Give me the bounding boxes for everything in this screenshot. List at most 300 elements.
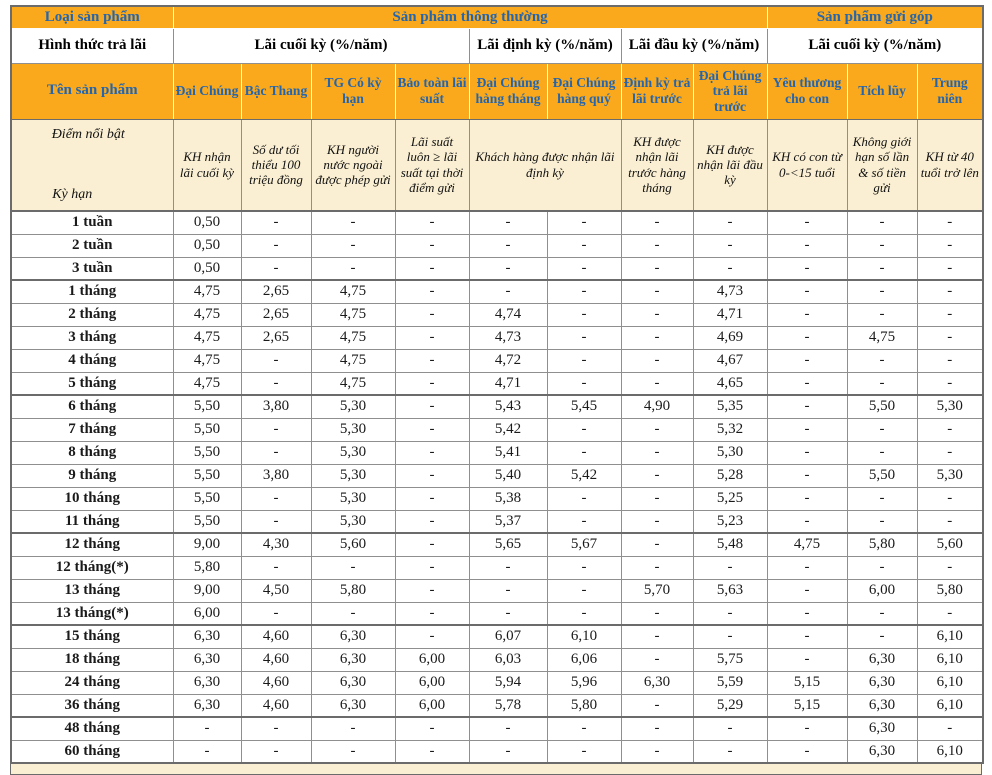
rate-cell: 4,75 — [173, 349, 241, 372]
rate-row — [11, 556, 983, 579]
rate-cell: 9,00 — [173, 579, 241, 602]
rate-cell: 6,30 — [173, 625, 241, 648]
rate-cell: - — [693, 257, 767, 280]
rate-cell: - — [395, 602, 469, 625]
rate-cell: - — [547, 349, 621, 372]
rate-cell: 2,65 — [241, 326, 311, 349]
product-dai-chung-tra-lai-truoc: Đại Chúng trả lãi trước — [693, 63, 767, 119]
rate-cell: 4,30 — [241, 533, 311, 556]
term-corner-label: Kỳ hạn — [52, 187, 93, 203]
product-type-label: Loại sản phẩm — [11, 6, 173, 28]
rate-cell: 6,30 — [847, 671, 917, 694]
rate-cell: 6,10 — [917, 740, 983, 763]
product-tg-co-ky-han: TG Có kỳ hạn — [311, 63, 395, 119]
rate-cell: 5,80 — [311, 579, 395, 602]
rate-cell: 6,30 — [311, 694, 395, 717]
rate-cell: 5,80 — [173, 556, 241, 579]
term-cell: 60 tháng — [11, 740, 173, 763]
rate-cell: - — [767, 487, 847, 510]
deposit-rate-table — [10, 5, 984, 764]
rate-cell: 6,00 — [395, 694, 469, 717]
rate-cell: 5,50 — [847, 395, 917, 418]
rate-cell: - — [847, 234, 917, 257]
desc-bac-thang: Số dư tối thiểu 100 triệu đồng — [241, 119, 311, 211]
rate-cell: - — [395, 579, 469, 602]
rate-cell: 4,75 — [173, 280, 241, 303]
product-bao-toan-lai-suat: Bảo toàn lãi suất — [395, 63, 469, 119]
rate-cell: - — [469, 211, 547, 234]
rate-cell: - — [693, 740, 767, 763]
rate-cell: - — [395, 556, 469, 579]
rate-cell: 4,75 — [311, 280, 395, 303]
rate-cell: - — [767, 740, 847, 763]
payment-type-row — [11, 28, 983, 63]
rate-cell: 5,80 — [917, 579, 983, 602]
product-trung-nien: Trung niên — [917, 63, 983, 119]
term-cell: 2 tuần — [11, 234, 173, 257]
rate-cell: - — [847, 510, 917, 533]
term-cell: 15 tháng — [11, 625, 173, 648]
rate-cell: - — [241, 740, 311, 763]
rate-cell: 5,42 — [547, 464, 621, 487]
desc-yeu-thuong-cho-con: KH có con từ 0-<15 tuổi — [767, 119, 847, 211]
end-of-term-header: Lãi cuối kỳ (%/năm) — [173, 28, 469, 63]
rate-cell: - — [917, 556, 983, 579]
rate-cell: - — [621, 280, 693, 303]
end-of-term-installment-header: Lãi cuối kỳ (%/năm) — [767, 28, 983, 63]
rate-cell: - — [847, 303, 917, 326]
rate-cell: 5,28 — [693, 464, 767, 487]
rate-row — [11, 464, 983, 487]
rate-row — [11, 349, 983, 372]
rate-cell: 5,25 — [693, 487, 767, 510]
rate-cell: - — [917, 602, 983, 625]
rate-cell: - — [693, 556, 767, 579]
rate-cell: 4,60 — [241, 671, 311, 694]
rate-cell: 6,30 — [311, 625, 395, 648]
rate-cell: - — [241, 211, 311, 234]
product-type-row — [11, 6, 983, 28]
rate-cell: - — [847, 556, 917, 579]
product-dai-chung-hang-quy: Đại Chúng hàng quý — [547, 63, 621, 119]
rate-cell: - — [547, 280, 621, 303]
upfront-header: Lãi đầu kỳ (%/năm) — [621, 28, 767, 63]
rate-cell: - — [767, 211, 847, 234]
rate-cell: - — [173, 717, 241, 740]
term-cell: 13 tháng — [11, 579, 173, 602]
rate-cell: - — [395, 510, 469, 533]
rate-cell: - — [621, 694, 693, 717]
rate-cell: - — [621, 303, 693, 326]
rate-cell: - — [547, 556, 621, 579]
rate-cell: - — [767, 556, 847, 579]
rate-cell: - — [469, 717, 547, 740]
rate-cell: - — [917, 211, 983, 234]
rate-cell: 5,30 — [311, 441, 395, 464]
rate-cell: 6,07 — [469, 625, 547, 648]
rate-cell: 5,60 — [917, 533, 983, 556]
rate-cell: 5,60 — [311, 533, 395, 556]
rate-cell: 6,30 — [311, 671, 395, 694]
rate-cell: 5,45 — [547, 395, 621, 418]
rate-row — [11, 257, 983, 280]
rate-row — [11, 372, 983, 395]
rate-cell: 6,10 — [917, 694, 983, 717]
rate-cell: - — [917, 280, 983, 303]
rate-cell: 4,75 — [173, 326, 241, 349]
rate-row — [11, 326, 983, 349]
rate-cell: - — [917, 717, 983, 740]
rate-cell: 5,75 — [693, 648, 767, 671]
rate-cell: 4,50 — [241, 579, 311, 602]
rate-cell: - — [621, 349, 693, 372]
rate-cell: 5,70 — [621, 579, 693, 602]
desc-tg-co-ky-han: KH người nước ngoài được phép gửi — [311, 119, 395, 211]
rate-cell: - — [621, 533, 693, 556]
rate-cell: - — [767, 464, 847, 487]
rate-cell: - — [395, 372, 469, 395]
rate-cell: - — [395, 464, 469, 487]
term-cell: 2 tháng — [11, 303, 173, 326]
rate-cell: - — [767, 717, 847, 740]
rate-cell: 4,75 — [767, 533, 847, 556]
rate-cell: 5,23 — [693, 510, 767, 533]
rate-cell: - — [847, 487, 917, 510]
rate-cell: 5,96 — [547, 671, 621, 694]
rate-row — [11, 303, 983, 326]
rate-cell: - — [847, 625, 917, 648]
rate-row — [11, 602, 983, 625]
highlight-term-corner-cell — [11, 119, 173, 211]
rate-cell: 4,60 — [241, 694, 311, 717]
rate-cell: - — [917, 510, 983, 533]
rate-cell: - — [469, 280, 547, 303]
desc-dinh-ky-tra-lai-truoc: KH được nhận lãi trước hàng tháng — [621, 119, 693, 211]
desc-bao-toan-lai-suat: Lãi suất luôn ≥ lãi suất tại thời điểm gửi — [395, 119, 469, 211]
rate-cell: 6,30 — [847, 717, 917, 740]
rate-cell: 4,75 — [311, 372, 395, 395]
product-yeu-thuong-cho-con: Yêu thương cho con — [767, 63, 847, 119]
rate-cell: 5,50 — [173, 395, 241, 418]
rate-cell: 6,30 — [621, 671, 693, 694]
rate-cell: - — [395, 740, 469, 763]
rate-cell: - — [767, 625, 847, 648]
rate-cell: - — [547, 372, 621, 395]
rate-cell: 6,06 — [547, 648, 621, 671]
rate-cell: 5,43 — [469, 395, 547, 418]
rate-cell: - — [395, 717, 469, 740]
rate-cell: 4,75 — [311, 303, 395, 326]
rate-cell: 4,75 — [847, 326, 917, 349]
rate-cell: 3,80 — [241, 464, 311, 487]
term-cell: 1 tháng — [11, 280, 173, 303]
rate-cell: - — [621, 418, 693, 441]
rate-cell: - — [311, 740, 395, 763]
rate-cell: 2,65 — [241, 280, 311, 303]
rate-cell: - — [469, 234, 547, 257]
rate-cell: 5,50 — [173, 510, 241, 533]
rate-cell: - — [917, 487, 983, 510]
desc-tich-luy: Không giới hạn số lần & số tiền gửi — [847, 119, 917, 211]
rate-cell: - — [395, 257, 469, 280]
desc-dai-chung: KH nhận lãi cuối kỳ — [173, 119, 241, 211]
rate-cell: - — [621, 326, 693, 349]
rate-cell: 4,69 — [693, 326, 767, 349]
rate-cell: 6,00 — [395, 671, 469, 694]
rate-cell: - — [847, 257, 917, 280]
rate-cell: - — [395, 418, 469, 441]
rate-row — [11, 441, 983, 464]
rate-cell: - — [547, 326, 621, 349]
rate-cell: 4,73 — [469, 326, 547, 349]
rate-cell: 6,30 — [173, 694, 241, 717]
rate-cell: 5,41 — [469, 441, 547, 464]
product-dai-chung: Đại Chúng — [173, 63, 241, 119]
rate-cell: - — [767, 326, 847, 349]
term-cell: 10 tháng — [11, 487, 173, 510]
rate-row — [11, 648, 983, 671]
rate-cell: 5,50 — [173, 464, 241, 487]
rate-cell: - — [395, 625, 469, 648]
rate-cell: 5,30 — [311, 487, 395, 510]
rate-row — [11, 740, 983, 763]
rate-cell: - — [767, 579, 847, 602]
rate-cell: 5,50 — [173, 487, 241, 510]
term-cell: 36 tháng — [11, 694, 173, 717]
rate-cell: 0,50 — [173, 257, 241, 280]
rate-row — [11, 671, 983, 694]
footer-strip — [10, 763, 982, 775]
rate-cell: 5,59 — [693, 671, 767, 694]
rate-cell: - — [241, 717, 311, 740]
rate-cell: - — [395, 441, 469, 464]
rate-cell: 5,15 — [767, 671, 847, 694]
rate-row — [11, 418, 983, 441]
term-cell: 5 tháng — [11, 372, 173, 395]
rate-cell: - — [767, 441, 847, 464]
term-cell: 11 tháng — [11, 510, 173, 533]
rate-cell: - — [469, 556, 547, 579]
rate-cell: - — [621, 717, 693, 740]
term-cell: 13 tháng(*) — [11, 602, 173, 625]
rate-cell: 4,65 — [693, 372, 767, 395]
rate-cell: 5,30 — [311, 510, 395, 533]
highlight-row — [11, 119, 983, 211]
rate-cell: 6,03 — [469, 648, 547, 671]
rate-cell: - — [767, 510, 847, 533]
rate-cell: 5,78 — [469, 694, 547, 717]
rate-cell: - — [621, 441, 693, 464]
rate-cell: 4,75 — [173, 303, 241, 326]
rate-cell: - — [767, 418, 847, 441]
rate-cell: - — [847, 280, 917, 303]
rate-cell: 4,72 — [469, 349, 547, 372]
rate-cell: 4,73 — [693, 280, 767, 303]
rate-cell: 5,80 — [547, 694, 621, 717]
rate-cell: 0,50 — [173, 234, 241, 257]
rate-row — [11, 579, 983, 602]
rate-cell: - — [693, 717, 767, 740]
rate-cell: - — [767, 303, 847, 326]
rate-cell: - — [847, 372, 917, 395]
rate-cell: - — [917, 326, 983, 349]
rate-cell: - — [395, 533, 469, 556]
rate-cell: - — [917, 234, 983, 257]
rate-row — [11, 694, 983, 717]
rate-cell: 5,30 — [917, 464, 983, 487]
rate-row — [11, 533, 983, 556]
rate-cell: - — [395, 326, 469, 349]
rate-cell: 5,30 — [917, 395, 983, 418]
rate-cell: - — [917, 257, 983, 280]
rate-row — [11, 211, 983, 234]
rate-cell: - — [241, 234, 311, 257]
rate-cell: - — [767, 372, 847, 395]
highlight-corner-label: Điểm nổi bật — [51, 126, 125, 142]
term-cell: 7 tháng — [11, 418, 173, 441]
rate-cell: - — [767, 395, 847, 418]
rate-cell: 5,40 — [469, 464, 547, 487]
rate-cell: - — [173, 740, 241, 763]
product-name-row — [11, 63, 983, 119]
rate-row — [11, 487, 983, 510]
rate-row — [11, 625, 983, 648]
product-dinh-ky-tra-lai-truoc: Định kỳ trả lãi trước — [621, 63, 693, 119]
normal-products-header: Sản phẩm thông thường — [173, 6, 767, 28]
rate-cell: - — [621, 211, 693, 234]
rate-cell: - — [311, 234, 395, 257]
rate-cell: 5,50 — [173, 441, 241, 464]
rate-cell: 4,75 — [311, 349, 395, 372]
rate-cell: 5,50 — [173, 418, 241, 441]
term-cell: 4 tháng — [11, 349, 173, 372]
rate-cell: - — [547, 740, 621, 763]
rate-cell: 5,32 — [693, 418, 767, 441]
rate-cell: 6,00 — [173, 602, 241, 625]
rate-cell: 3,80 — [241, 395, 311, 418]
rate-cell: - — [917, 418, 983, 441]
rate-cell: - — [917, 349, 983, 372]
term-cell: 24 tháng — [11, 671, 173, 694]
rate-cell: - — [767, 234, 847, 257]
term-cell: 1 tuần — [11, 211, 173, 234]
rate-cell: - — [469, 740, 547, 763]
rate-row — [11, 280, 983, 303]
rate-cell: - — [241, 372, 311, 395]
product-tich-luy: Tích lũy — [847, 63, 917, 119]
rate-cell: - — [311, 257, 395, 280]
rate-cell: 6,00 — [847, 579, 917, 602]
rate-cell: 0,50 — [173, 211, 241, 234]
rate-cell: - — [693, 602, 767, 625]
rate-cell: 2,65 — [241, 303, 311, 326]
rate-cell: - — [469, 602, 547, 625]
rate-cell: - — [395, 487, 469, 510]
rate-cell: 4,74 — [469, 303, 547, 326]
rate-cell: - — [917, 303, 983, 326]
payment-type-label: Hình thức trả lãi — [11, 28, 173, 63]
rate-cell: - — [311, 602, 395, 625]
rate-cell: 6,30 — [311, 648, 395, 671]
rate-cell: - — [547, 487, 621, 510]
rate-cell: 5,50 — [847, 464, 917, 487]
rate-cell: 5,94 — [469, 671, 547, 694]
rate-cell: - — [469, 257, 547, 280]
term-cell: 8 tháng — [11, 441, 173, 464]
rate-cell: 5,63 — [693, 579, 767, 602]
rate-cell: - — [621, 234, 693, 257]
rate-row — [11, 395, 983, 418]
term-cell: 9 tháng — [11, 464, 173, 487]
rate-cell: - — [241, 556, 311, 579]
desc-dai-chung-tra-lai-truoc: KH được nhận lãi đầu kỳ — [693, 119, 767, 211]
rate-cell: 5,30 — [311, 418, 395, 441]
rate-cell: 4,75 — [311, 326, 395, 349]
rate-cell: 5,30 — [693, 441, 767, 464]
rate-cell: - — [395, 303, 469, 326]
rate-cell: - — [547, 717, 621, 740]
rate-cell: - — [847, 602, 917, 625]
rate-cell: - — [469, 579, 547, 602]
rate-cell: 6,30 — [847, 648, 917, 671]
rate-cell: - — [547, 441, 621, 464]
rate-cell: 5,37 — [469, 510, 547, 533]
rate-cell: - — [621, 648, 693, 671]
rate-cell: - — [621, 257, 693, 280]
rate-cell: - — [621, 372, 693, 395]
rate-cell: - — [917, 441, 983, 464]
installment-products-header: Sản phẩm gửi góp — [767, 6, 983, 28]
product-name-label: Tên sản phẩm — [11, 63, 173, 119]
rate-cell: - — [621, 625, 693, 648]
rate-cell: 6,00 — [395, 648, 469, 671]
rate-cell: 6,10 — [917, 648, 983, 671]
rate-cell: - — [547, 303, 621, 326]
desc-trung-nien: KH từ 40 tuổi trở lên — [917, 119, 983, 211]
rate-cell: - — [241, 441, 311, 464]
rate-cell: 4,60 — [241, 625, 311, 648]
product-dai-chung-hang-thang: Đại Chúng hàng tháng — [469, 63, 547, 119]
rate-cell: - — [241, 510, 311, 533]
rate-cell: - — [241, 349, 311, 372]
rate-cell: - — [395, 349, 469, 372]
rate-cell: - — [693, 234, 767, 257]
rate-cell: 4,60 — [241, 648, 311, 671]
term-cell: 12 tháng(*) — [11, 556, 173, 579]
rate-cell: - — [621, 510, 693, 533]
rate-cell: - — [847, 211, 917, 234]
rate-row — [11, 510, 983, 533]
rate-cell: - — [547, 211, 621, 234]
rate-cell: - — [311, 717, 395, 740]
rate-cell: 5,29 — [693, 694, 767, 717]
rate-cell: - — [547, 510, 621, 533]
rate-cell: - — [767, 349, 847, 372]
rate-row — [11, 234, 983, 257]
rate-cell: - — [241, 257, 311, 280]
rate-cell: 6,10 — [917, 671, 983, 694]
rate-cell: 5,67 — [547, 533, 621, 556]
rate-cell: - — [395, 211, 469, 234]
rate-cell: - — [241, 602, 311, 625]
rate-cell: - — [547, 418, 621, 441]
rate-cell: 6,30 — [173, 648, 241, 671]
rate-cell: - — [621, 602, 693, 625]
term-cell: 6 tháng — [11, 395, 173, 418]
term-cell: 48 tháng — [11, 717, 173, 740]
rate-cell: - — [621, 487, 693, 510]
rate-cell: - — [621, 464, 693, 487]
